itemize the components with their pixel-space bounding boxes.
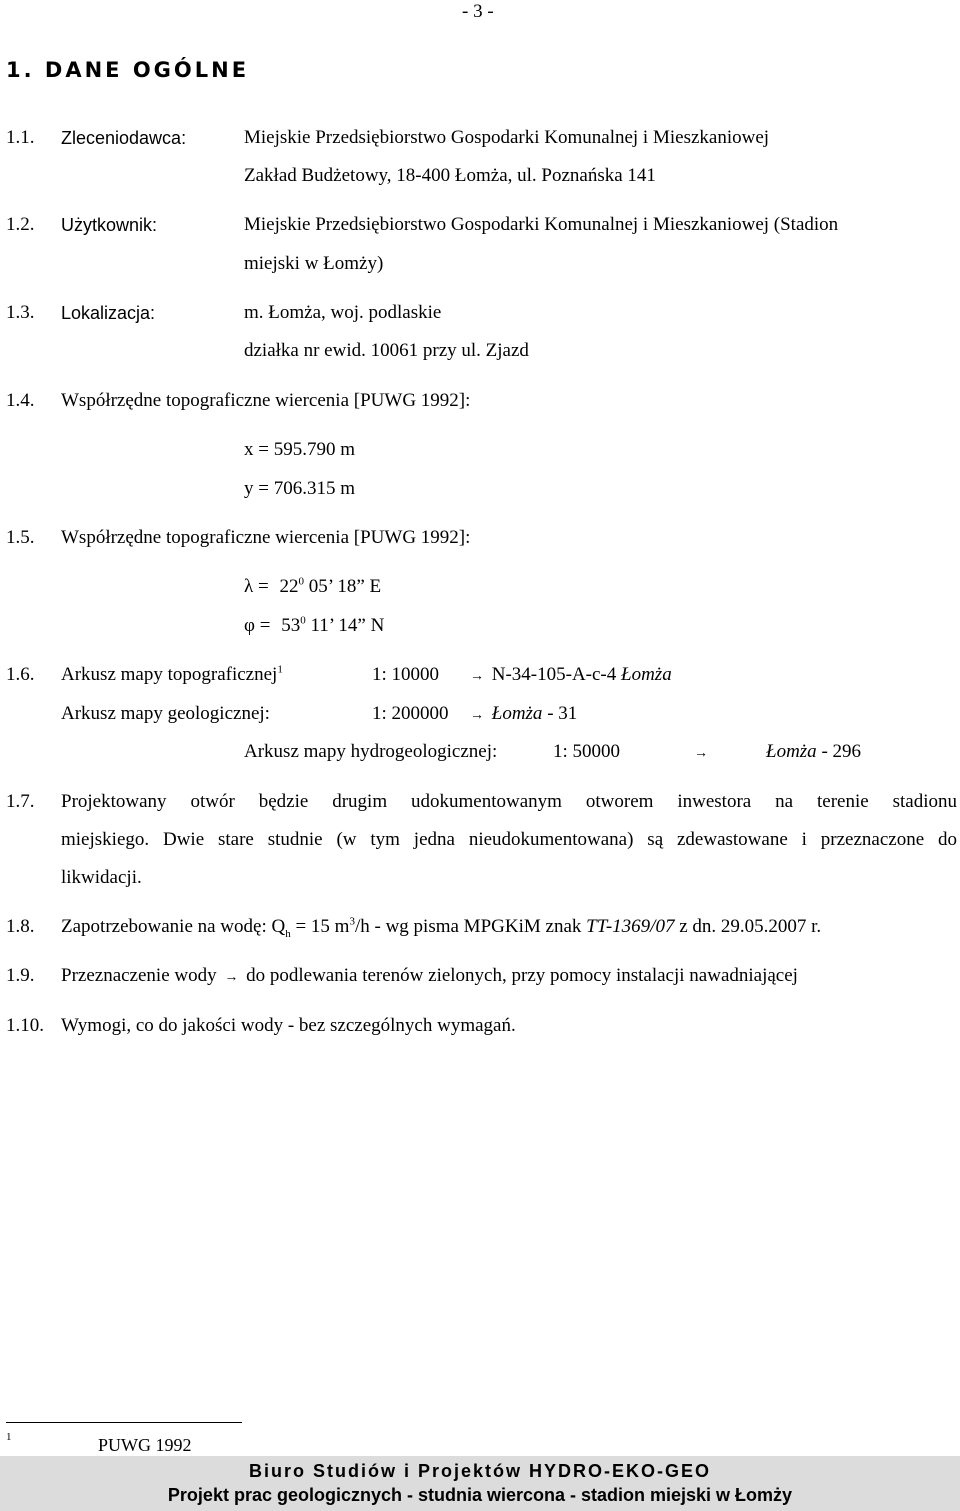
- item-number: 1.2.: [6, 214, 35, 235]
- degree-mark: 0: [298, 575, 304, 588]
- arrow-right-icon: →: [470, 708, 484, 723]
- footnote-text: PUWG 1992: [98, 1435, 192, 1455]
- location-value-line2: działka nr ewid. 10061 przy ul. Zjazd: [244, 340, 529, 361]
- geo-coordinates-heading: Współrzędne topograficzne wiercenia [PUWG 1992]:: [61, 527, 471, 548]
- item-number: 1.3.: [6, 302, 35, 323]
- reference-number: TT-1369/07: [586, 916, 675, 937]
- item-number: 1.1.: [6, 127, 35, 148]
- page-footer: [0, 1456, 960, 1511]
- item-number: 1.4.: [6, 390, 35, 411]
- arrow-right-icon: →: [470, 669, 484, 684]
- client-label: Zleceniodawca:: [61, 128, 187, 148]
- footer-company: Biuro Studiów i Projektów HYDRO-EKO-GEO: [248, 1461, 711, 1481]
- degree-mark: 0: [300, 614, 306, 627]
- lambda-degrees: 22: [279, 576, 299, 597]
- coordinate-x: x = 595.790 m: [244, 439, 355, 460]
- item-number: 1.6.: [6, 664, 35, 685]
- client-value-line2: Zakład Budżetowy, 18-400 Łomża, ul. Poznańska 141: [244, 165, 656, 186]
- geo-map-sheet: → Łomża - 31: [467, 702, 577, 728]
- footnote-mark: 1: [6, 1431, 12, 1443]
- section-heading: 1. DANE OGÓLNE: [6, 58, 250, 82]
- water-quality-requirements: Wymogi, co do jakości wody - bez szczególnych wymagań.: [61, 1015, 516, 1036]
- longitude: [244, 575, 381, 599]
- topo-map-scale: 1: 10000: [372, 664, 440, 685]
- water-demand: Zapotrzebowanie na wodę: $Q_h = 15$ $m^3/h$ - wg pisma MPGKiM znak TT-1369/07 z dn. 29.05.2007 r.: [61, 915, 822, 940]
- hydro-map-name: Łomża: [766, 741, 817, 762]
- location-value-line1: m. Łomża, woj. podlaskie: [244, 302, 442, 323]
- project-description-line1: Projektowany otwór będzie drugim udokumentowanym otworem inwestora na terenie stadionu: [61, 791, 957, 812]
- page-number: - 3 -: [462, 1, 494, 22]
- hydro-map-sheet: Łomża - 296: [766, 741, 862, 762]
- user-value-line2: miejski w Łomży): [244, 253, 384, 274]
- lambda-minutes-seconds: 05’ 18” E: [308, 576, 382, 597]
- coordinate-y: y = 706.315 m: [244, 478, 355, 499]
- item-number: 1.9.: [6, 965, 35, 986]
- phi-minutes-seconds: 11’ 14” N: [310, 615, 385, 636]
- footer-project: Projekt prac geologicznych - studnia wiercona - stadion miejski w Łomży: [167, 1485, 793, 1505]
- hydro-map-label: Arkusz mapy hydrogeologicznej:: [244, 741, 498, 762]
- item-number: 1.8.: [6, 916, 35, 937]
- location-label: Lokalizacja:: [61, 303, 156, 323]
- arrow-right-icon: →: [694, 746, 708, 761]
- topo-map-sheet: → N-34-105-A-c-4 Łomża: [467, 663, 672, 689]
- topo-map-name: Łomża: [621, 664, 672, 685]
- arrow-right-icon: →: [224, 970, 239, 985]
- project-description-line2: miejskiego. Dwie stare studnie (w tym jedna nieudokumentowana) są zdewastowane i przeznaczone do: [61, 829, 957, 850]
- project-description-line3: likwidacji.: [61, 867, 142, 888]
- item-number: 1.7.: [6, 791, 35, 812]
- geo-map-label: Arkusz mapy geologicznej:: [61, 703, 270, 724]
- footnote-divider: [6, 1422, 242, 1423]
- hydro-map-scale: 1: 50000: [553, 741, 621, 762]
- user-value-line1: Miejskie Przedsiębiorstwo Gospodarki Komunalnej i Mieszkaniowej (Stadion: [244, 214, 839, 235]
- geo-map-scale: 1: 200000: [372, 703, 449, 724]
- topo-map-label: Arkusz mapy topograficznej$^1$: [61, 663, 283, 685]
- item-number: 1.5.: [6, 527, 35, 548]
- item-number: 1.10.: [6, 1015, 44, 1036]
- lambda-symbol: λ =: [244, 576, 269, 597]
- footnote-ref: 1: [277, 663, 283, 676]
- phi-degrees: 53: [281, 615, 301, 636]
- client-value-line1: Miejskie Przedsiębiorstwo Gospodarki Komunalnej i Mieszkaniowej: [244, 127, 770, 148]
- phi-symbol: φ =: [244, 615, 271, 636]
- geo-map-name: Łomża: [491, 703, 543, 724]
- latitude: [244, 614, 384, 638]
- coordinates-heading: Współrzędne topograficzne wiercenia [PUWG 1992]:: [61, 390, 471, 411]
- water-purpose: Przeznaczenie wody → do podlewania terenów zielonych, przy pomocy instalacji nawadniającej: [61, 964, 798, 990]
- user-label: Użytkownik:: [61, 215, 158, 235]
